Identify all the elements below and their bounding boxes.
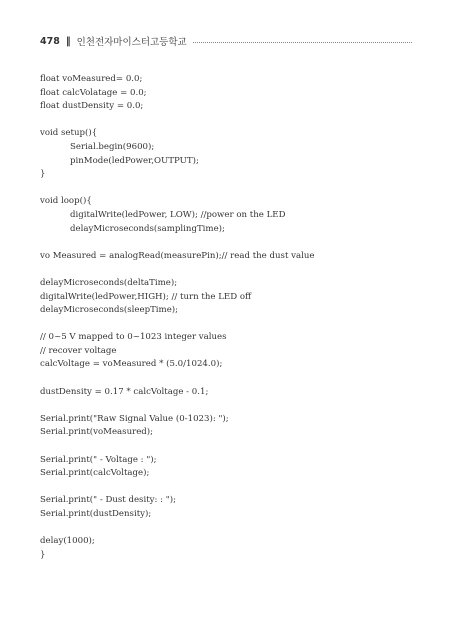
code-line: vo Measured = analogRead(measurePin);// read the dust value (40, 250, 315, 261)
code-line: } (40, 169, 46, 180)
code-line: pinMode(ledPower,OUTPUT); (70, 155, 199, 166)
code-line: void loop(){ (40, 196, 92, 207)
code-line: delayMicroseconds(sleepTime); (40, 305, 179, 316)
code-line: float dustDensity = 0.0; (40, 101, 144, 112)
code-line: float calcVolatage = 0.0; (40, 87, 147, 98)
code-line: dustDensity = 0.17 * calcVoltage - 0.1; (40, 386, 209, 397)
code-line: delayMicroseconds(samplingTime); (70, 223, 225, 234)
code-listing (40, 73, 420, 562)
code-line (40, 114, 420, 128)
code-line: delay(1000); (40, 536, 95, 547)
page-number: 478 (40, 35, 60, 47)
code-line (40, 399, 420, 413)
code-line (40, 372, 420, 386)
code-line: void setup(){ (40, 128, 98, 139)
code-line: Serial.print(dustDensity); (40, 509, 152, 519)
code-line: Serial.begin(9600); (70, 141, 155, 152)
code-line (40, 182, 420, 196)
code-line (40, 481, 420, 495)
code-line: // 0~5 V mapped to 0~1023 integer values (40, 332, 227, 343)
code-line: } (40, 549, 46, 560)
school-name: 인천전자마이스터고등학교 (76, 37, 187, 48)
code-line: float voMeasured= 0.0; (40, 74, 143, 84)
code-line: Serial.print(calcVoltage); (40, 468, 150, 479)
header-dotted-rule (193, 42, 412, 43)
code-line: Serial.print(" - Dust desity: : "); (40, 495, 176, 506)
code-line: delayMicroseconds(deltaTime); (40, 277, 178, 288)
page-header (40, 34, 412, 48)
code-line: Serial.print("Raw Signal Value (0-1023): "); (40, 413, 229, 424)
code-line: digitalWrite(ledPower, LOW); //power on the LED (70, 209, 286, 220)
code-line: digitalWrite(ledPower,HIGH); // turn the LED off (40, 291, 252, 302)
code-line (40, 522, 420, 536)
code-line: // recover voltage (40, 345, 117, 356)
header-separator: ‖ (65, 35, 71, 47)
code-line: Serial.print(" - Voltage : "); (40, 454, 157, 465)
code-line (40, 440, 420, 454)
code-line: calcVoltage = voMeasured * (5.0/1024.0); (40, 359, 223, 370)
code-line (40, 318, 420, 332)
code-line (40, 236, 420, 250)
code-line: Serial.print(voMeasured); (40, 427, 154, 438)
code-line (40, 263, 420, 277)
